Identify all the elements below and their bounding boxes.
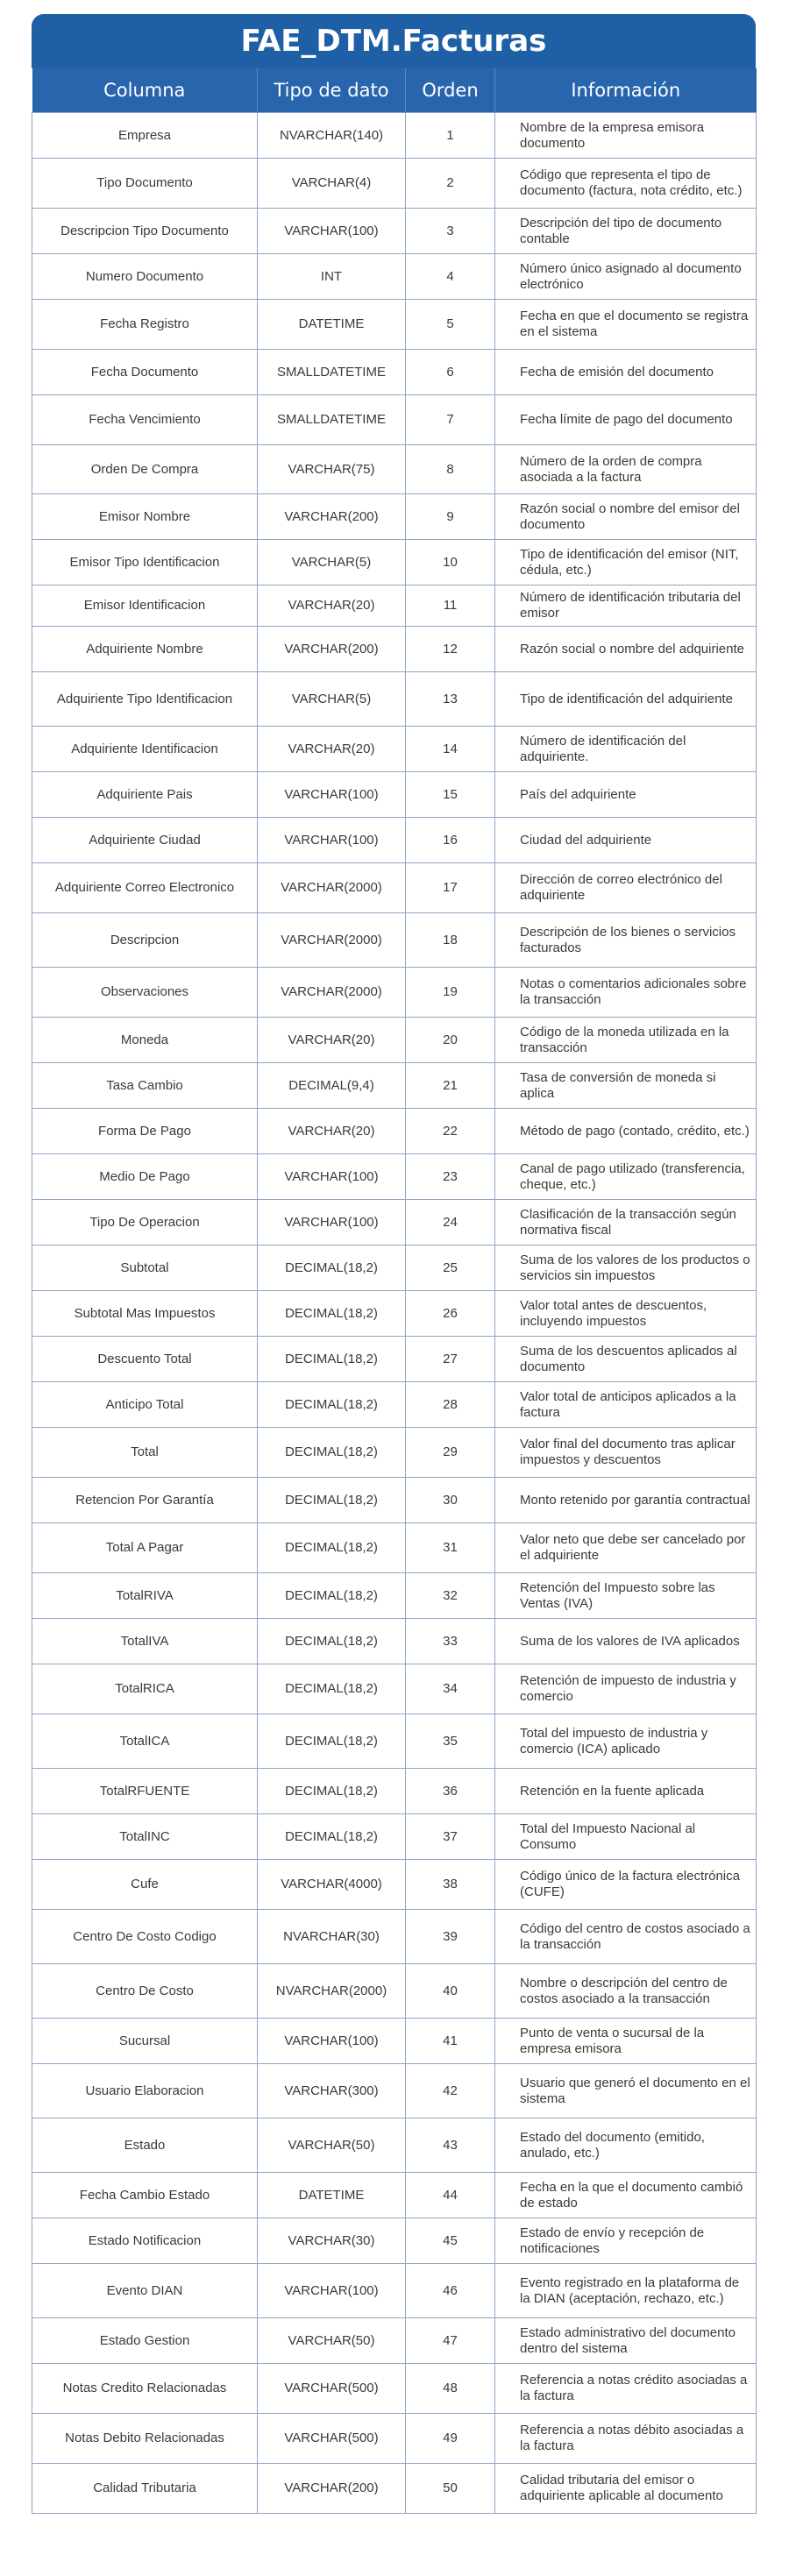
cell-columna: Fecha Registro xyxy=(32,300,258,350)
cell-columna: TotalINC xyxy=(32,1814,258,1860)
cell-informacion: Suma de los valores de los productos o servicios sin impuestos xyxy=(495,1245,757,1291)
cell-informacion: Nombre de la empresa emisora documento xyxy=(495,113,757,159)
cell-informacion: Notas o comentarios adicionales sobre la transacción xyxy=(495,968,757,1018)
cell-informacion: Punto de venta o sucursal de la empresa emisora xyxy=(495,2019,757,2064)
cell-columna: Centro De Costo xyxy=(32,1964,258,2019)
table-row xyxy=(32,2019,757,2064)
cell-orden: 9 xyxy=(406,494,495,540)
cell-informacion: Valor final del documento tras aplicar impuestos y descuentos xyxy=(495,1428,757,1478)
table-row xyxy=(32,1109,757,1154)
cell-tipo-de-dato: DATETIME xyxy=(258,2173,406,2218)
table-title: FAE_DTM.Facturas xyxy=(32,14,756,68)
cell-informacion: Código de la moneda utilizada en la transacción xyxy=(495,1018,757,1063)
cell-tipo-de-dato: DECIMAL(18,2) xyxy=(258,1619,406,1664)
cell-informacion: Fecha en la que el documento cambió de estado xyxy=(495,2173,757,2218)
cell-tipo-de-dato: VARCHAR(50) xyxy=(258,2118,406,2173)
cell-tipo-de-dato: VARCHAR(300) xyxy=(258,2064,406,2118)
table-row xyxy=(32,2173,757,2218)
cell-orden: 21 xyxy=(406,1063,495,1109)
table-row xyxy=(32,1382,757,1428)
table-row xyxy=(32,627,757,672)
cell-columna: TotalRIVA xyxy=(32,1573,258,1619)
table-row xyxy=(32,1860,757,1910)
cell-orden: 13 xyxy=(406,672,495,727)
cell-tipo-de-dato: DECIMAL(18,2) xyxy=(258,1337,406,1382)
cell-informacion: Número de la orden de compra asociada a la factura xyxy=(495,445,757,494)
table-row xyxy=(32,913,757,968)
cell-columna: Adquiriente Ciudad xyxy=(32,818,258,863)
cell-tipo-de-dato: VARCHAR(100) xyxy=(258,818,406,863)
cell-orden: 24 xyxy=(406,1200,495,1245)
cell-orden: 33 xyxy=(406,1619,495,1664)
cell-tipo-de-dato: VARCHAR(20) xyxy=(258,1109,406,1154)
cell-columna: Estado Notificacion xyxy=(32,2218,258,2264)
cell-informacion: Suma de los descuentos aplicados al documento xyxy=(495,1337,757,1382)
cell-columna: Tasa Cambio xyxy=(32,1063,258,1109)
cell-columna: Adquiriente Identificacion xyxy=(32,727,258,772)
cell-orden: 30 xyxy=(406,1478,495,1523)
cell-orden: 22 xyxy=(406,1109,495,1154)
table-row xyxy=(32,209,757,254)
cell-columna: Orden De Compra xyxy=(32,445,258,494)
cell-orden: 50 xyxy=(406,2464,495,2514)
cell-tipo-de-dato: VARCHAR(500) xyxy=(258,2414,406,2464)
cell-tipo-de-dato: VARCHAR(30) xyxy=(258,2218,406,2264)
cell-tipo-de-dato: VARCHAR(100) xyxy=(258,1154,406,1200)
cell-columna: TotalRICA xyxy=(32,1664,258,1714)
cell-informacion: Razón social o nombre del adquiriente xyxy=(495,627,757,672)
cell-orden: 31 xyxy=(406,1523,495,1573)
table-row xyxy=(32,1664,757,1714)
cell-orden: 41 xyxy=(406,2019,495,2064)
table-row xyxy=(32,1964,757,2019)
cell-informacion: Total del Impuesto Nacional al Consumo xyxy=(495,1814,757,1860)
cell-tipo-de-dato: VARCHAR(100) xyxy=(258,209,406,254)
cell-tipo-de-dato: VARCHAR(20) xyxy=(258,1018,406,1063)
table-row xyxy=(32,1428,757,1478)
header-row xyxy=(32,68,757,113)
cell-informacion: Dirección de correo electrónico del adquiriente xyxy=(495,863,757,913)
table-row xyxy=(32,1018,757,1063)
cell-orden: 14 xyxy=(406,727,495,772)
cell-orden: 11 xyxy=(406,585,495,627)
table-row xyxy=(32,1714,757,1769)
cell-informacion: Valor neto que debe ser cancelado por el adquiriente xyxy=(495,1523,757,1573)
cell-tipo-de-dato: DECIMAL(18,2) xyxy=(258,1573,406,1619)
cell-tipo-de-dato: VARCHAR(4000) xyxy=(258,1860,406,1910)
cell-informacion: Retención de impuesto de industria y comercio xyxy=(495,1664,757,1714)
table-row xyxy=(32,1063,757,1109)
cell-tipo-de-dato: VARCHAR(20) xyxy=(258,727,406,772)
header-tipo-de-dato: Tipo de dato xyxy=(258,68,406,113)
table-row xyxy=(32,863,757,913)
cell-columna: Total xyxy=(32,1428,258,1478)
cell-columna: Total A Pagar xyxy=(32,1523,258,1573)
table-row xyxy=(32,818,757,863)
table-row xyxy=(32,395,757,445)
cell-tipo-de-dato: VARCHAR(100) xyxy=(258,2264,406,2318)
table-row xyxy=(32,1154,757,1200)
table-row xyxy=(32,254,757,300)
cell-orden: 38 xyxy=(406,1860,495,1910)
table-row xyxy=(32,494,757,540)
cell-columna: TotalICA xyxy=(32,1714,258,1769)
cell-informacion: Monto retenido por garantía contractual xyxy=(495,1478,757,1523)
cell-columna: Forma De Pago xyxy=(32,1109,258,1154)
table-row xyxy=(32,2218,757,2264)
table-row xyxy=(32,1245,757,1291)
cell-orden: 4 xyxy=(406,254,495,300)
cell-columna: Empresa xyxy=(32,113,258,159)
cell-tipo-de-dato: DECIMAL(18,2) xyxy=(258,1245,406,1291)
cell-orden: 6 xyxy=(406,350,495,395)
cell-tipo-de-dato: DECIMAL(18,2) xyxy=(258,1478,406,1523)
cell-informacion: Valor total antes de descuentos, incluyendo impuestos xyxy=(495,1291,757,1337)
cell-tipo-de-dato: DECIMAL(18,2) xyxy=(258,1291,406,1337)
table-row xyxy=(32,1814,757,1860)
cell-tipo-de-dato: VARCHAR(20) xyxy=(258,585,406,627)
table-row xyxy=(32,1478,757,1523)
cell-tipo-de-dato: VARCHAR(5) xyxy=(258,672,406,727)
cell-orden: 15 xyxy=(406,772,495,818)
cell-orden: 2 xyxy=(406,159,495,209)
table-row xyxy=(32,2318,757,2364)
cell-columna: Notas Debito Relacionadas xyxy=(32,2414,258,2464)
cell-tipo-de-dato: VARCHAR(500) xyxy=(258,2364,406,2414)
cell-columna: Subtotal xyxy=(32,1245,258,1291)
cell-informacion: Referencia a notas crédito asociadas a la factura xyxy=(495,2364,757,2414)
table-row xyxy=(32,2064,757,2118)
cell-tipo-de-dato: DATETIME xyxy=(258,300,406,350)
cell-columna: Adquiriente Correo Electronico xyxy=(32,863,258,913)
cell-tipo-de-dato: INT xyxy=(258,254,406,300)
cell-informacion: Suma de los valores de IVA aplicados xyxy=(495,1619,757,1664)
cell-informacion: País del adquiriente xyxy=(495,772,757,818)
header-columna: Columna xyxy=(32,68,258,113)
cell-orden: 45 xyxy=(406,2218,495,2264)
cell-tipo-de-dato: VARCHAR(2000) xyxy=(258,913,406,968)
cell-columna: Tipo Documento xyxy=(32,159,258,209)
cell-informacion: Número de identificación del adquiriente. xyxy=(495,727,757,772)
cell-columna: Retencion Por Garantía xyxy=(32,1478,258,1523)
cell-informacion: Evento registrado en la plataforma de la DIAN (aceptación, rechazo, etc.) xyxy=(495,2264,757,2318)
cell-tipo-de-dato: VARCHAR(200) xyxy=(258,2464,406,2514)
cell-orden: 34 xyxy=(406,1664,495,1714)
cell-columna: Centro De Costo Codigo xyxy=(32,1910,258,1964)
cell-orden: 19 xyxy=(406,968,495,1018)
table-row xyxy=(32,300,757,350)
table-row xyxy=(32,727,757,772)
cell-orden: 26 xyxy=(406,1291,495,1337)
cell-tipo-de-dato: VARCHAR(100) xyxy=(258,2019,406,2064)
cell-informacion: Retención en la fuente aplicada xyxy=(495,1769,757,1814)
cell-tipo-de-dato: DECIMAL(18,2) xyxy=(258,1664,406,1714)
cell-tipo-de-dato: VARCHAR(5) xyxy=(258,540,406,585)
table-body xyxy=(32,113,757,2514)
cell-informacion: Retención del Impuesto sobre las Ventas (IVA) xyxy=(495,1573,757,1619)
cell-informacion: Razón social o nombre del emisor del documento xyxy=(495,494,757,540)
cell-tipo-de-dato: NVARCHAR(140) xyxy=(258,113,406,159)
cell-orden: 44 xyxy=(406,2173,495,2218)
cell-orden: 40 xyxy=(406,1964,495,2019)
cell-columna: Cufe xyxy=(32,1860,258,1910)
cell-orden: 36 xyxy=(406,1769,495,1814)
cell-orden: 10 xyxy=(406,540,495,585)
cell-informacion: Estado administrativo del documento dentro del sistema xyxy=(495,2318,757,2364)
cell-orden: 5 xyxy=(406,300,495,350)
table-row xyxy=(32,585,757,627)
cell-orden: 47 xyxy=(406,2318,495,2364)
table-container xyxy=(32,14,756,2514)
cell-informacion: Estado de envío y recepción de notificaciones xyxy=(495,2218,757,2264)
cell-columna: Subtotal Mas Impuestos xyxy=(32,1291,258,1337)
cell-tipo-de-dato: VARCHAR(200) xyxy=(258,494,406,540)
cell-columna: Sucursal xyxy=(32,2019,258,2064)
cell-tipo-de-dato: DECIMAL(18,2) xyxy=(258,1714,406,1769)
table-row xyxy=(32,1291,757,1337)
cell-orden: 7 xyxy=(406,395,495,445)
cell-orden: 29 xyxy=(406,1428,495,1478)
cell-orden: 3 xyxy=(406,209,495,254)
cell-informacion: Descripción de los bienes o servicios facturados xyxy=(495,913,757,968)
cell-informacion: Tipo de identificación del adquiriente xyxy=(495,672,757,727)
cell-columna: Evento DIAN xyxy=(32,2264,258,2318)
cell-columna: TotalRFUENTE xyxy=(32,1769,258,1814)
cell-tipo-de-dato: VARCHAR(4) xyxy=(258,159,406,209)
cell-orden: 48 xyxy=(406,2364,495,2414)
cell-orden: 25 xyxy=(406,1245,495,1291)
cell-columna: Fecha Vencimiento xyxy=(32,395,258,445)
cell-informacion: Fecha límite de pago del documento xyxy=(495,395,757,445)
cell-columna: Descuento Total xyxy=(32,1337,258,1382)
cell-tipo-de-dato: VARCHAR(50) xyxy=(258,2318,406,2364)
cell-orden: 28 xyxy=(406,1382,495,1428)
cell-columna: Adquiriente Pais xyxy=(32,772,258,818)
table-row xyxy=(32,2364,757,2414)
cell-informacion: Fecha en que el documento se registra en el sistema xyxy=(495,300,757,350)
table-row xyxy=(32,968,757,1018)
cell-tipo-de-dato: VARCHAR(100) xyxy=(258,1200,406,1245)
table-row xyxy=(32,1910,757,1964)
table-row xyxy=(32,772,757,818)
cell-columna: Emisor Identificacion xyxy=(32,585,258,627)
table-row xyxy=(32,113,757,159)
cell-tipo-de-dato: VARCHAR(2000) xyxy=(258,863,406,913)
cell-orden: 42 xyxy=(406,2064,495,2118)
cell-orden: 32 xyxy=(406,1573,495,1619)
cell-tipo-de-dato: NVARCHAR(30) xyxy=(258,1910,406,1964)
cell-tipo-de-dato: SMALLDATETIME xyxy=(258,350,406,395)
cell-orden: 35 xyxy=(406,1714,495,1769)
cell-columna: Emisor Nombre xyxy=(32,494,258,540)
cell-orden: 17 xyxy=(406,863,495,913)
cell-tipo-de-dato: DECIMAL(18,2) xyxy=(258,1428,406,1478)
cell-columna: Fecha Documento xyxy=(32,350,258,395)
cell-informacion: Tasa de conversión de moneda si aplica xyxy=(495,1063,757,1109)
cell-tipo-de-dato: DECIMAL(18,2) xyxy=(258,1382,406,1428)
cell-orden: 46 xyxy=(406,2264,495,2318)
table-row xyxy=(32,1200,757,1245)
cell-columna: Estado Gestion xyxy=(32,2318,258,2364)
cell-tipo-de-dato: VARCHAR(100) xyxy=(258,772,406,818)
cell-columna: Moneda xyxy=(32,1018,258,1063)
table-row xyxy=(32,2118,757,2173)
cell-tipo-de-dato: VARCHAR(200) xyxy=(258,627,406,672)
cell-tipo-de-dato: VARCHAR(2000) xyxy=(258,968,406,1018)
cell-informacion: Estado del documento (emitido, anulado, etc.) xyxy=(495,2118,757,2173)
cell-orden: 37 xyxy=(406,1814,495,1860)
table-row xyxy=(32,445,757,494)
cell-tipo-de-dato: NVARCHAR(2000) xyxy=(258,1964,406,2019)
cell-informacion: Valor total de anticipos aplicados a la factura xyxy=(495,1382,757,1428)
cell-tipo-de-dato: DECIMAL(18,2) xyxy=(258,1814,406,1860)
cell-informacion: Número único asignado al documento electrónico xyxy=(495,254,757,300)
cell-orden: 8 xyxy=(406,445,495,494)
cell-informacion: Fecha de emisión del documento xyxy=(495,350,757,395)
cell-informacion: Tipo de identificación del emisor (NIT, cédula, etc.) xyxy=(495,540,757,585)
cell-columna: Calidad Tributaria xyxy=(32,2464,258,2514)
table-row xyxy=(32,2414,757,2464)
cell-columna: Descripcion xyxy=(32,913,258,968)
cell-columna: Estado xyxy=(32,2118,258,2173)
table-row xyxy=(32,672,757,727)
cell-orden: 1 xyxy=(406,113,495,159)
cell-orden: 18 xyxy=(406,913,495,968)
cell-tipo-de-dato: DECIMAL(18,2) xyxy=(258,1769,406,1814)
cell-orden: 20 xyxy=(406,1018,495,1063)
table-row xyxy=(32,1769,757,1814)
table-row xyxy=(32,2464,757,2514)
cell-informacion: Total del impuesto de industria y comercio (ICA) aplicado xyxy=(495,1714,757,1769)
cell-informacion: Ciudad del adquiriente xyxy=(495,818,757,863)
cell-columna: Numero Documento xyxy=(32,254,258,300)
header-informacion: Información xyxy=(495,68,757,113)
cell-informacion: Calidad tributaria del emisor o adquiriente aplicable al documento xyxy=(495,2464,757,2514)
cell-orden: 39 xyxy=(406,1910,495,1964)
table-row xyxy=(32,1523,757,1573)
header-orden: Orden xyxy=(406,68,495,113)
cell-orden: 49 xyxy=(406,2414,495,2464)
cell-informacion: Clasificación de la transacción según normativa fiscal xyxy=(495,1200,757,1245)
cell-columna: Usuario Elaboracion xyxy=(32,2064,258,2118)
table-row xyxy=(32,2264,757,2318)
table-row xyxy=(32,159,757,209)
cell-columna: Observaciones xyxy=(32,968,258,1018)
table-row xyxy=(32,1337,757,1382)
cell-informacion: Método de pago (contado, crédito, etc.) xyxy=(495,1109,757,1154)
table-row xyxy=(32,350,757,395)
cell-informacion: Referencia a notas débito asociadas a la factura xyxy=(495,2414,757,2464)
data-table xyxy=(32,68,757,2514)
cell-informacion: Descripción del tipo de documento contable xyxy=(495,209,757,254)
cell-informacion: Código del centro de costos asociado a la transacción xyxy=(495,1910,757,1964)
cell-columna: Emisor Tipo Identificacion xyxy=(32,540,258,585)
cell-columna: Fecha Cambio Estado xyxy=(32,2173,258,2218)
cell-informacion: Usuario que generó el documento en el sistema xyxy=(495,2064,757,2118)
cell-columna: Tipo De Operacion xyxy=(32,1200,258,1245)
table-row xyxy=(32,1573,757,1619)
cell-informacion: Número de identificación tributaria del emisor xyxy=(495,585,757,627)
cell-columna: Adquiriente Tipo Identificacion xyxy=(32,672,258,727)
cell-orden: 16 xyxy=(406,818,495,863)
table-row xyxy=(32,1619,757,1664)
cell-tipo-de-dato: DECIMAL(18,2) xyxy=(258,1523,406,1573)
cell-informacion: Nombre o descripción del centro de costos asociado a la transacción xyxy=(495,1964,757,2019)
cell-informacion: Código que representa el tipo de documento (factura, nota crédito, etc.) xyxy=(495,159,757,209)
cell-tipo-de-dato: SMALLDATETIME xyxy=(258,395,406,445)
cell-tipo-de-dato: DECIMAL(9,4) xyxy=(258,1063,406,1109)
cell-orden: 23 xyxy=(406,1154,495,1200)
cell-orden: 27 xyxy=(406,1337,495,1382)
cell-columna: Adquiriente Nombre xyxy=(32,627,258,672)
cell-columna: Notas Credito Relacionadas xyxy=(32,2364,258,2414)
cell-columna: Medio De Pago xyxy=(32,1154,258,1200)
cell-tipo-de-dato: VARCHAR(75) xyxy=(258,445,406,494)
cell-columna: TotalIVA xyxy=(32,1619,258,1664)
cell-informacion: Código único de la factura electrónica (CUFE) xyxy=(495,1860,757,1910)
cell-orden: 12 xyxy=(406,627,495,672)
table-row xyxy=(32,540,757,585)
cell-columna: Anticipo Total xyxy=(32,1382,258,1428)
cell-columna: Descripcion Tipo Documento xyxy=(32,209,258,254)
cell-informacion: Canal de pago utilizado (transferencia, cheque, etc.) xyxy=(495,1154,757,1200)
cell-orden: 43 xyxy=(406,2118,495,2173)
